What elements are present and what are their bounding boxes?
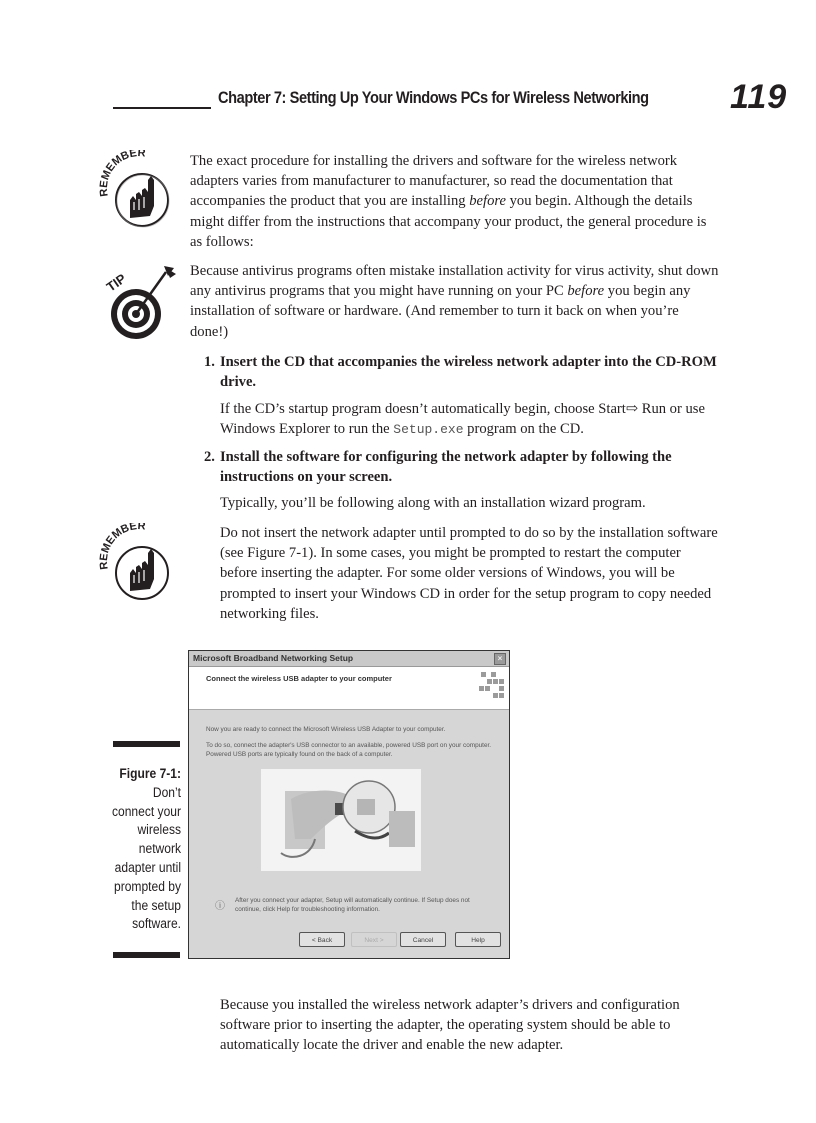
info-icon: ⓘ: [215, 901, 225, 912]
figure-caption: [108, 765, 181, 934]
step-body: [220, 399, 720, 440]
svg-text:TIP: TIP: [103, 270, 129, 295]
tip-text: Because antivirus programs often mistake installation activity for virus activity, shut down any antivirus programs that you might have running on your PC: [190, 263, 719, 300]
svg-text:REMEMBER: REMEMBER: [98, 150, 146, 198]
step-heading: Insert the CD that accompanies the wireless network adapter into the CD-ROM drive.: [220, 354, 717, 391]
intro-paragraph: [190, 151, 720, 252]
caption-rule-top: [113, 741, 180, 747]
figure-label: Figure 7-1:: [119, 766, 181, 781]
tip-text-end: you begin any installation of software or hardware. (And remember to turn it back on when you’re done!): [190, 283, 691, 340]
remember-icon: [98, 523, 182, 607]
dialog-title: Microsoft Broadband Networking Setup: [193, 653, 354, 663]
step-body: Typically, you’ll be following along with an installation wizard program.: [220, 495, 646, 511]
emphasis: before: [469, 193, 506, 210]
step-number: 2.: [204, 449, 215, 465]
tip-icon: [98, 258, 182, 342]
remember-paragraph: Do not insert the network adapter until prompted to do so by the installation software (see Figure 7-1). In some cases, you might be prompted to restart the computer before inserting the adapter. For some older versions of Windows, you will be prompted to insert your Windows CD in order for the setup program to copy needed networking files.: [220, 525, 718, 622]
next-button[interactable]: Next >: [351, 932, 397, 947]
page-number: 119: [730, 78, 788, 116]
figure-caption-text: Don’t connect your wireless network adapter until prompted by the setup software.: [111, 784, 181, 932]
step-body-text-end: program on the CD.: [463, 421, 584, 438]
step-number: 1.: [204, 354, 215, 370]
back-button[interactable]: < Back: [299, 932, 345, 947]
closing-paragraph: Because you installed the wireless network adapter’s drivers and configuration software prior to inserting the adapter, the operating system should be able to automatically locate the driver and enable the new adapter.: [220, 997, 680, 1054]
caption-rule-bottom: [113, 952, 180, 958]
dialog-body-text: To do so, connect the adapter's USB connector to an available, powered USB port on your computer. Powered USB ports are typically found on the back of a computer.: [206, 742, 492, 758]
dialog-hint-text: After you connect your adapter, Setup will automatically continue. If Setup does not continue, click Help for troubleshooting information.: [235, 897, 470, 913]
header-rule: [113, 107, 211, 109]
help-button[interactable]: Help: [455, 932, 501, 947]
dialog-title-bar: [189, 651, 509, 667]
chapter-title: Chapter 7: Setting Up Your Windows PCs for Wireless Networking: [218, 88, 649, 107]
remember-icon: [98, 150, 182, 234]
usb-adapter-illustration: [261, 769, 421, 871]
step-heading: Install the software for configuring the network adapter by following the instructions on your screen.: [220, 449, 672, 486]
dialog-header: [189, 667, 509, 710]
svg-text:REMEMBER: REMEMBER: [98, 523, 146, 571]
tip-paragraph: [190, 261, 720, 342]
code-filename: Setup.exe: [393, 422, 464, 438]
intro-text-end: you begin. Although the details might differ from the instructions that accompany your product, the general procedure is as follows:: [190, 193, 707, 250]
dialog-body-text: Now you are ready to connect the Microsoft Wireless USB Adapter to your computer.: [206, 726, 446, 733]
cancel-button[interactable]: Cancel: [400, 932, 446, 947]
close-icon[interactable]: ×: [494, 653, 506, 665]
dialog-button-row: [189, 932, 509, 952]
emphasis: before: [567, 283, 605, 300]
setup-dialog-screenshot: [188, 650, 510, 959]
windows-logo-icon: [479, 672, 503, 704]
step-body-text: If the CD’s startup program doesn’t automatically begin, choose Start⇨ Run or use Windows Explorer to run the: [220, 401, 705, 438]
dialog-heading: Connect the wireless USB adapter to your computer: [206, 674, 392, 683]
intro-text: The exact procedure for installing the drivers and software for the wireless network adapters varies from manufacturer to manufacturer, so read the documentation that accompanies the product that you are installing: [190, 153, 678, 210]
